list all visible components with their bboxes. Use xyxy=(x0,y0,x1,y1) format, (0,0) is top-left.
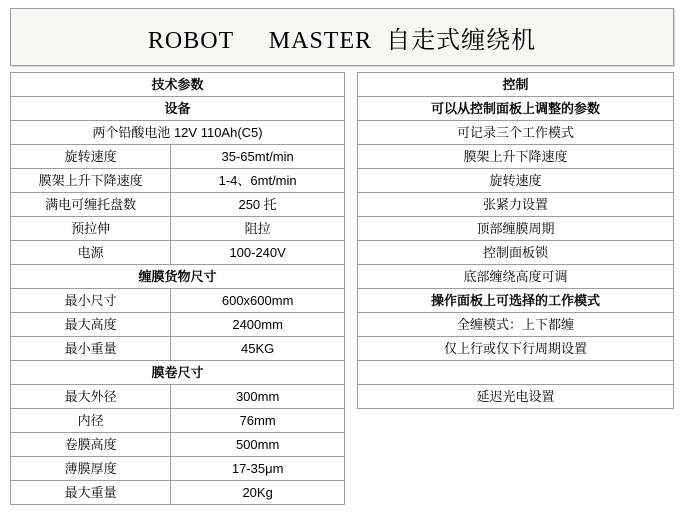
section-label-equipment: 设备 xyxy=(11,97,345,121)
row-value: 1-4、6mt/min xyxy=(171,169,345,193)
table-row xyxy=(357,97,673,121)
group-label-work-modes: 操作面板上可选择的工作模式 xyxy=(357,289,673,313)
list-item: 张紧力设置 xyxy=(357,193,673,217)
list-item: 控制面板锁 xyxy=(357,241,673,265)
table-row xyxy=(357,193,673,217)
section-label-load-size: 缠膜货物尺寸 xyxy=(11,265,345,289)
group-label-adjustable-parameters: 可以从控制面板上调整的参数 xyxy=(357,97,673,121)
list-item: 仅上行或仅下行周期设置 xyxy=(357,337,673,361)
table-row xyxy=(357,361,673,385)
row-value: 500mm xyxy=(171,433,345,457)
row-label: 电源 xyxy=(11,241,171,265)
table-row xyxy=(357,337,673,361)
table-row xyxy=(11,361,345,385)
page-title: ROBOT MASTER 自走式缠绕机 xyxy=(147,27,537,54)
table-row xyxy=(11,385,345,409)
row-value: 45KG xyxy=(171,337,345,361)
list-item: 膜架上升下降速度 xyxy=(357,145,673,169)
table-row xyxy=(11,193,345,217)
table-row xyxy=(357,313,673,337)
table-row xyxy=(11,409,345,433)
row-label: 最大外径 xyxy=(11,385,171,409)
row-value: 76mm xyxy=(171,409,345,433)
row-label: 预拉伸 xyxy=(11,217,171,241)
left-heading: 技术参数 xyxy=(11,73,345,97)
title-banner xyxy=(10,8,674,66)
table-row xyxy=(11,121,345,145)
table-row xyxy=(357,385,673,409)
table-row xyxy=(11,145,345,169)
list-item: 顶部缠膜周期 xyxy=(357,217,673,241)
table-row xyxy=(357,73,673,97)
table-row xyxy=(357,217,673,241)
table-row xyxy=(11,217,345,241)
control-table xyxy=(357,72,674,409)
row-value: 35-65mt/min xyxy=(171,145,345,169)
row-label: 卷膜高度 xyxy=(11,433,171,457)
table-row xyxy=(11,313,345,337)
row-value: 600x600mm xyxy=(171,289,345,313)
table-row xyxy=(11,241,345,265)
table-row xyxy=(357,289,673,313)
section-label-film-roll: 膜卷尺寸 xyxy=(11,361,345,385)
row-label: 膜架上升下降速度 xyxy=(11,169,171,193)
table-row xyxy=(357,169,673,193)
row-value: 250 托 xyxy=(171,193,345,217)
table-row xyxy=(11,169,345,193)
table-row xyxy=(11,265,345,289)
list-item: 可记录三个工作模式 xyxy=(357,121,673,145)
row-value: 阻拉 xyxy=(171,217,345,241)
table-row xyxy=(357,241,673,265)
row-value: 20Kg xyxy=(171,481,345,505)
technical-parameters-table xyxy=(10,72,345,505)
control-column xyxy=(357,72,674,409)
row-value: 100-240V xyxy=(171,241,345,265)
spec-columns xyxy=(6,72,678,505)
table-row xyxy=(11,97,345,121)
technical-parameters-column xyxy=(10,72,345,505)
list-item: 旋转速度 xyxy=(357,169,673,193)
list-item: 底部缠绕高度可调 xyxy=(357,265,673,289)
row-label: 满电可缠托盘数 xyxy=(11,193,171,217)
table-row xyxy=(357,121,673,145)
table-row xyxy=(11,457,345,481)
table-row xyxy=(357,265,673,289)
row-label: 内径 xyxy=(11,409,171,433)
list-item-empty xyxy=(357,361,673,385)
table-row xyxy=(11,289,345,313)
row-label: 旋转速度 xyxy=(11,145,171,169)
row-battery: 两个铅酸电池 12V 110Ah(C5) xyxy=(11,121,345,145)
table-row xyxy=(357,145,673,169)
list-item: 延迟光电设置 xyxy=(357,385,673,409)
row-value: 300mm xyxy=(171,385,345,409)
list-item: 全缠模式：上下都缠 xyxy=(357,313,673,337)
row-label: 最小尺寸 xyxy=(11,289,171,313)
table-row xyxy=(11,337,345,361)
row-value: 2400mm xyxy=(171,313,345,337)
row-label: 薄膜厚度 xyxy=(11,457,171,481)
row-value: 17-35μm xyxy=(171,457,345,481)
table-row xyxy=(11,433,345,457)
table-row xyxy=(11,73,345,97)
row-label: 最大重量 xyxy=(11,481,171,505)
table-row xyxy=(11,481,345,505)
row-label: 最大高度 xyxy=(11,313,171,337)
right-heading: 控制 xyxy=(357,73,673,97)
row-label: 最小重量 xyxy=(11,337,171,361)
